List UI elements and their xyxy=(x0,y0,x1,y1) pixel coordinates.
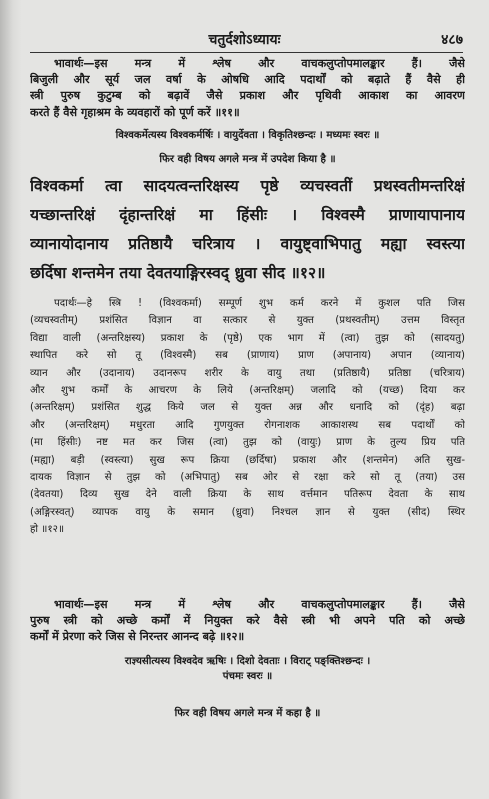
page-number: ४८७ xyxy=(441,32,463,48)
padartha-line: स्थापित करे सो तू (विश्वस्मै) सब (प्राणाय) प्राण (अपानाय) अपान (व्यानाय) xyxy=(30,350,465,362)
rishi-devata-line xyxy=(30,128,465,143)
bhavartha-line: भावार्थः—इस मन्त्र में श्लेष और वाचकलुप्तोपमालङ्कार हैं। जैसे xyxy=(54,598,465,611)
mantra-intro xyxy=(30,152,465,167)
mantra-line: छर्दिषा शन्तमेन तया देवतयाङ्गिरस्वद् ध्रुवा सीद ॥१२॥ xyxy=(30,264,326,282)
intro-text: फिर वही विषय अगले मन्त्र में कहा है ॥ xyxy=(174,708,321,719)
bhavartha-12 xyxy=(30,597,465,646)
header-rule xyxy=(30,52,463,53)
padartha-line: (मह्या) बड़ी (स्वस्त्या) सुख रूप क्रिया (छर्दिषा) प्रकाश और (शन्तमेन) अति सुख- xyxy=(30,454,465,466)
padartha-line: और (अन्तरिक्षम्) मधुरता आदि गुणयुक्त रोगनाशक आकाशस्थ सब पदार्थों को xyxy=(30,419,465,431)
padartha-line: (मा हिंसीः) नष्ट मत कर जिस (त्वा) तुझ को (वायुः) प्राण के तुल्य प्रिय पति xyxy=(30,437,465,449)
padartha-line: विद्या वाली (अन्तरिक्षस्य) प्रकाश के (पृष्ठे) एक भाग में (त्वा) तुझ को (सादयतु) xyxy=(30,332,465,344)
page-edge-shadow xyxy=(0,0,22,799)
meta-text: विश्वकर्मेत्यस्य विश्वकर्मर्षिः । वायुर्देवता । विकृतिश्छन्दः । मध्यमः स्वरः ॥ xyxy=(115,130,380,141)
mantra-line: विश्वकर्मा त्वा सादयत्वन्तरिक्षस्य पृष्ठे व्यचस्वतीं प्रथस्वतीमन्तरिक्षं xyxy=(30,177,465,195)
running-header xyxy=(26,30,463,48)
bhavartha-line: बिजुली और सूर्य जल वर्षा के ओषधि आदि पदार्थों को बढ़ाते हैं वैसे ही xyxy=(30,73,465,87)
mantra-12 xyxy=(30,172,465,288)
bhavartha-line: पुरुष स्त्री को अच्छे कर्मों में नियुक्त करे वैसे स्त्री भी अपने पति को अच्छे xyxy=(30,614,465,628)
mantra-line: यच्छान्तरिक्षं दृंहान्तरिक्षं मा हिंसीः । विश्वस्मै प्राणायापानाय xyxy=(30,206,465,224)
padartha-line: पदार्थः—हे स्त्रि ! (विश्वकर्मा) सम्पूर्ण शुभ कर्म करने में कुशल पति जिस xyxy=(54,298,465,309)
mantra-line: व्यानायोदानाय प्रतिष्ठायै चरित्राय । वायुष्ट्वाभिपातु मह्या स्वस्त्या xyxy=(30,235,465,253)
intro-text: फिर वही विषय अगले मन्त्र में उपदेश किया है ॥ xyxy=(159,154,336,165)
padartha-12 xyxy=(30,295,465,539)
bhavartha-line: स्त्री पुरुष कुटुम्ब को बढ़ावें जैसे प्रकाश और पृथिवी आकाश का आवरण xyxy=(30,89,465,103)
padartha-line: और शुभ कर्मों के आचरण के लिये (अन्तरिक्षम्) जलादि को (यच्छ) दिया कर xyxy=(30,385,465,397)
padartha-line: (व्यचस्वतीम्) प्रशंसित विज्ञान वा सत्कार से युक्त (प्रथस्वतीम्) उत्तम विस्तृत xyxy=(30,315,465,327)
padartha-line: (अन्तरिक्षम्) प्रशंसित शुद्ध किये जल से युक्त अन्न और धनादि को (दृंह) बढ़ा xyxy=(30,402,465,414)
padartha-line: हो ॥१२॥ xyxy=(30,524,65,536)
chapter-title: चतुर्दशोऽध्यायः xyxy=(208,32,281,48)
bhavartha-line: भावार्थः—इस मन्त्र में श्लेष और वाचकलुप्तोपमालङ्कार हैं। जैसे xyxy=(54,57,465,70)
meta-text: पंचमः स्वरः ॥ xyxy=(222,671,273,682)
meta-text: राज्ञ्यसीत्यस्य विश्वदेव ऋषिः । दिशो देवताः । विराट् पङ्क्तिश्छन्दः । xyxy=(124,656,371,667)
bhavartha-11 xyxy=(30,56,465,121)
mantra-intro-2 xyxy=(30,706,465,721)
padartha-line: (देवतया) दिव्य सुख देने वाली क्रिया के साथ वर्त्तमान पतिरूप देवता के साथ xyxy=(30,489,465,501)
rishi-devata-line-2 xyxy=(30,654,465,684)
bhavartha-line: करते हैं वैसे गृहाश्रम के व्यवहारों को पूर्ण करें ॥११॥ xyxy=(30,105,240,119)
bhavartha-line: कर्मों में प्रेरणा करे जिस से निरन्तर आनन्द बढ़े ॥१२॥ xyxy=(30,630,245,644)
padartha-line: दायक विज्ञान से तुझ को (अभिपातु) सब ओर से रक्षा करे सो तू (तया) उस xyxy=(30,472,465,484)
padartha-line: व्यान और (उदानाय) उदानरूप शरीर के वायु तथा (प्रतिष्ठायै) प्रतिष्ठा (चरित्राय) xyxy=(30,367,465,379)
padartha-line: (अङ्गिरस्वत्) व्यापक वायु के समान (ध्रुवा) निश्चल ज्ञान से युक्त (सीद) स्थिर xyxy=(30,506,465,518)
